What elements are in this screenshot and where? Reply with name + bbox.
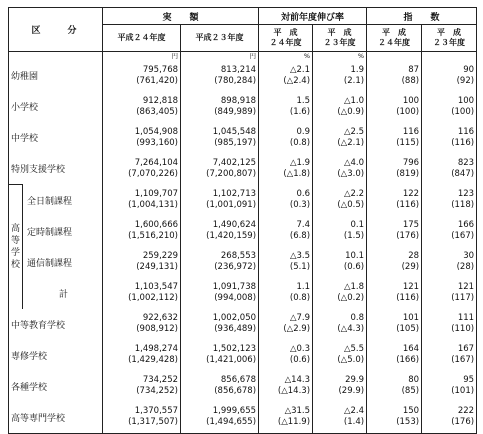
expenditure-table (8, 7, 477, 434)
cell-a23 (181, 185, 259, 216)
cell-a23 (181, 91, 259, 122)
value-a24: 1,498,274 (134, 344, 179, 354)
value-g24: △1.9 (289, 157, 311, 168)
value-i24p: (100) (396, 106, 420, 117)
header-growth-h24: 平 成 ２４年度 (259, 25, 313, 52)
row-label: 高等専門学校 (9, 402, 103, 434)
cell-a23 (181, 153, 259, 185)
value-g24: △31.5 (284, 406, 311, 416)
cell-a24 (103, 340, 181, 371)
group-label-high-school: 高 等 学 校 (9, 185, 23, 309)
value-i23: 222 (457, 406, 475, 416)
cell-g24 (259, 153, 313, 185)
cell-i24 (367, 216, 422, 247)
cell-a23 (181, 402, 259, 434)
cell-i23 (422, 122, 477, 153)
header-growth-h23: 平 成 ２３年度 (313, 25, 367, 52)
cell-g23 (313, 247, 367, 278)
value-a23: 1,102,713 (212, 189, 257, 199)
table-row (9, 309, 477, 340)
value-i23: 823 (457, 157, 475, 168)
value-g24p: (△1.8) (283, 168, 311, 179)
value-i23p: (847) (451, 168, 475, 179)
table-row (9, 402, 477, 434)
value-i23: 111 (457, 313, 475, 323)
value-a24: 259,229 (142, 251, 179, 261)
table-row (9, 371, 477, 402)
cell-g24 (259, 122, 313, 153)
value-i24p: (176) (396, 231, 420, 241)
value-i23p: (117) (451, 293, 475, 303)
cell-i24 (367, 371, 422, 402)
cell-a24 (103, 216, 181, 247)
cell-a23 (181, 247, 259, 278)
cell-i23 (422, 371, 477, 402)
cell-g24 (259, 60, 313, 91)
value-i24: 796 (402, 157, 420, 168)
value-g24: △2.1 (289, 64, 311, 75)
value-a24p: (1,317,507) (128, 417, 179, 427)
value-i24p: (85) (401, 386, 420, 396)
cell-i24 (367, 60, 422, 91)
value-a24: 922,632 (142, 313, 179, 323)
value-g23: 0.8 (350, 313, 365, 323)
cell-a24 (103, 371, 181, 402)
value-a23: 898,918 (220, 95, 257, 106)
value-g23: 0.1 (350, 220, 365, 230)
row-label: 各種学校 (9, 371, 103, 402)
value-a24p: (1,516,210) (128, 231, 179, 241)
value-a23: 813,214 (220, 64, 257, 75)
value-a23: 1,490,624 (212, 220, 257, 230)
cell-a23 (181, 340, 259, 371)
header-amount-h24: 平成２４年度 (103, 25, 181, 52)
value-g23p: (△0.9) (337, 106, 365, 117)
cell-i24 (367, 247, 422, 278)
row-label: 全日制課程 (23, 185, 103, 216)
value-g24: △7.9 (289, 313, 311, 323)
value-g23: △5.5 (343, 344, 365, 354)
value-a24p: (863,405) (136, 106, 179, 117)
cell-i24 (367, 91, 422, 122)
cell-a24 (103, 247, 181, 278)
value-i23p: (101) (451, 386, 475, 396)
cell-g24 (259, 371, 313, 402)
row-label: 定時制課程 (23, 216, 103, 247)
cell-i24 (367, 402, 422, 434)
cell-a24 (103, 153, 181, 185)
value-a24: 1,103,547 (134, 282, 179, 292)
value-a23: 268,553 (220, 251, 257, 261)
value-g23p: (△4.3) (337, 324, 365, 334)
value-a23: 1,091,738 (212, 282, 257, 292)
value-i24p: (819) (396, 168, 420, 179)
cell-a24 (103, 402, 181, 434)
value-i23: 167 (457, 344, 475, 354)
cell-i23 (422, 60, 477, 91)
cell-i23 (422, 247, 477, 278)
cell-g23 (313, 185, 367, 216)
value-i24: 150 (402, 406, 420, 416)
value-g24p: (1.6) (289, 106, 311, 117)
value-g24: 0.9 (296, 126, 311, 137)
value-i23: 121 (457, 282, 475, 292)
value-a23p: (780,284) (214, 75, 257, 86)
value-g23p: (1.5) (343, 231, 365, 241)
value-a23: 1,999,655 (212, 406, 257, 416)
value-g24: 7.4 (296, 220, 311, 230)
cell-a24 (103, 122, 181, 153)
value-i24: 164 (402, 344, 420, 354)
value-i23p: (92) (456, 75, 475, 86)
value-i24: 121 (402, 282, 420, 292)
value-g24p: (0.6) (289, 355, 311, 365)
value-g24: 1.1 (296, 282, 311, 292)
cell-g23 (313, 60, 367, 91)
value-g24p: (△2.4) (283, 75, 311, 86)
value-i24p: (116) (396, 200, 420, 210)
cell-g23 (313, 91, 367, 122)
value-i23: 30 (463, 251, 475, 261)
value-i24: 80 (408, 375, 420, 385)
value-a23p: (849,989) (214, 106, 257, 117)
table-row (9, 91, 477, 122)
value-g24: 1.5 (296, 95, 311, 106)
header-growth: 対前年度伸び率 (259, 8, 367, 25)
value-i23: 100 (457, 95, 475, 106)
unit-amount-h24: 円 (103, 52, 181, 61)
cell-i23 (422, 402, 477, 434)
cell-g23 (313, 122, 367, 153)
unit-growth-h24: % (259, 52, 313, 61)
row-label: 通信制課程 (23, 247, 103, 278)
value-a23p: (7,200,807) (206, 168, 257, 179)
cell-a24 (103, 91, 181, 122)
value-a24p: (993,160) (136, 137, 179, 148)
value-i24: 28 (408, 251, 420, 261)
value-g24p: (△14.3) (277, 386, 311, 396)
cell-i23 (422, 91, 477, 122)
value-i23p: (28) (456, 262, 475, 272)
value-i23p: (167) (451, 231, 475, 241)
cell-g23 (313, 340, 367, 371)
value-g23: △2.4 (343, 406, 365, 416)
value-a23: 856,678 (220, 375, 257, 385)
cell-g23 (313, 153, 367, 185)
value-a24p: (1,002,112) (128, 293, 179, 303)
header-amount-h23: 平成２３年度 (181, 25, 259, 52)
value-g23: 10.1 (345, 251, 365, 261)
value-a24p: (761,420) (136, 75, 179, 86)
value-i24p: (115) (396, 137, 420, 148)
value-g24p: (5.1) (289, 262, 311, 272)
value-a23: 1,502,123 (212, 344, 257, 354)
value-i24: 101 (402, 313, 420, 323)
value-a24: 1,370,557 (134, 406, 179, 416)
value-g24p: (0.8) (289, 137, 311, 148)
cell-g24 (259, 402, 313, 434)
value-g23p: (△5.0) (337, 355, 365, 365)
value-g24p: (0.3) (289, 200, 311, 210)
value-a24: 7,264,104 (134, 157, 179, 168)
value-a24p: (908,912) (136, 324, 179, 334)
value-i23: 90 (463, 64, 475, 75)
row-label: 専修学校 (9, 340, 103, 371)
cell-g24 (259, 247, 313, 278)
value-a23p: (936,489) (214, 324, 257, 334)
value-g24: △14.3 (284, 375, 311, 385)
table-row (9, 122, 477, 153)
header-index-h23: 平 成 ２３年度 (422, 25, 477, 52)
value-g24: △3.5 (289, 251, 311, 261)
value-a23p: (236,972) (214, 262, 257, 272)
value-i24: 100 (402, 95, 420, 106)
cell-a23 (181, 60, 259, 91)
cell-g24 (259, 185, 313, 216)
value-i23p: (118) (451, 200, 475, 210)
value-g23: △2.2 (343, 189, 365, 199)
table-row (9, 247, 477, 278)
table-body (9, 52, 477, 434)
value-i24p: (88) (401, 75, 420, 86)
cell-i24 (367, 309, 422, 340)
value-i24: 122 (402, 189, 420, 199)
value-g23p: (△0.2) (337, 293, 365, 303)
cell-a23 (181, 216, 259, 247)
value-a24p: (734,252) (136, 386, 179, 396)
value-i23p: (100) (451, 106, 475, 117)
cell-a23 (181, 122, 259, 153)
value-a23: 7,402,125 (212, 157, 257, 168)
value-i23: 166 (457, 220, 475, 230)
value-g23p: (2.1) (343, 75, 365, 86)
row-label: 中学校 (9, 122, 103, 153)
value-i24p: (116) (396, 293, 420, 303)
value-g23p: (△3.0) (337, 168, 365, 179)
cell-a23 (181, 371, 259, 402)
table-row (9, 153, 477, 185)
cell-a24 (103, 185, 181, 216)
value-i23: 123 (457, 189, 475, 199)
cell-i23 (422, 340, 477, 371)
value-g23: △2.5 (343, 126, 365, 137)
cell-i24 (367, 122, 422, 153)
value-g24p: (△2.9) (283, 324, 311, 334)
value-g24: △0.3 (289, 344, 311, 354)
cell-i23 (422, 278, 477, 309)
value-g23: 29.9 (345, 375, 365, 385)
cell-a24 (103, 60, 181, 91)
cell-a23 (181, 309, 259, 340)
value-a24: 734,252 (142, 375, 179, 385)
value-i24: 175 (402, 220, 420, 230)
value-g24: 0.6 (296, 189, 311, 199)
value-g23: △1.8 (343, 282, 365, 292)
row-label: 幼稚園 (9, 60, 103, 91)
cell-i24 (367, 340, 422, 371)
value-a23: 1,002,050 (212, 313, 257, 323)
value-g24p: (6.8) (289, 231, 311, 241)
value-a24: 795,768 (142, 64, 179, 75)
value-a24: 1,054,908 (134, 126, 179, 137)
table-row (9, 60, 477, 91)
value-g24p: (△11.9) (277, 417, 311, 427)
row-label: 小学校 (9, 91, 103, 122)
cell-a23 (181, 278, 259, 309)
cell-g24 (259, 91, 313, 122)
cell-a24 (103, 278, 181, 309)
row-label: 計 (23, 278, 103, 309)
value-a24p: (7,070,226) (128, 168, 179, 179)
value-a23p: (1,494,655) (206, 417, 257, 427)
units-row (9, 52, 477, 61)
value-a23p: (994,008) (214, 293, 257, 303)
value-i24p: (153) (396, 417, 420, 427)
value-g23p: (△2.1) (337, 137, 365, 148)
cell-i24 (367, 153, 422, 185)
value-i23: 95 (463, 375, 475, 385)
table-row (9, 216, 477, 247)
cell-g24 (259, 309, 313, 340)
value-a23p: (1,420,159) (206, 231, 257, 241)
cell-i24 (367, 278, 422, 309)
header-index: 指 数 (367, 8, 477, 25)
cell-a24 (103, 309, 181, 340)
value-a24p: (249,131) (136, 262, 179, 272)
value-g23p: (△0.5) (337, 200, 365, 210)
value-i24: 87 (408, 64, 420, 75)
cell-g23 (313, 216, 367, 247)
value-g23p: (29.9) (338, 386, 365, 396)
cell-i23 (422, 309, 477, 340)
cell-g24 (259, 340, 313, 371)
value-g23: △4.0 (343, 157, 365, 168)
value-a24: 1,600,666 (134, 220, 179, 230)
value-i23p: (167) (451, 355, 475, 365)
header-index-h24: 平 成 ２４年度 (367, 25, 422, 52)
value-i23p: (116) (451, 137, 475, 148)
value-i24p: (29) (401, 262, 420, 272)
value-a23p: (1,421,006) (206, 355, 257, 365)
value-i24p: (105) (396, 324, 420, 334)
value-g24p: (0.8) (289, 293, 311, 303)
header-category: 区 分 (9, 8, 103, 52)
value-a24: 912,818 (142, 95, 179, 106)
table-row (9, 185, 477, 216)
unit-amount-h23: 円 (181, 52, 259, 61)
value-a23p: (856,678) (214, 386, 257, 396)
cell-g24 (259, 278, 313, 309)
value-g23: △1.0 (343, 95, 365, 106)
header-amount: 実 額 (103, 8, 259, 25)
value-i23p: (176) (451, 417, 475, 427)
cell-i23 (422, 153, 477, 185)
cell-i24 (367, 185, 422, 216)
unit-growth-h23: % (313, 52, 367, 61)
value-a24: 1,109,707 (134, 189, 179, 199)
value-g23p: (0.6) (343, 262, 365, 272)
table-row (9, 340, 477, 371)
value-a24p: (1,429,428) (128, 355, 179, 365)
row-label: 中等教育学校 (9, 309, 103, 340)
cell-g23 (313, 402, 367, 434)
value-g23: 1.9 (350, 64, 365, 75)
value-i23: 116 (457, 126, 475, 137)
value-a23p: (1,001,091) (206, 200, 257, 210)
value-i24p: (166) (396, 355, 420, 365)
value-a24p: (1,004,131) (128, 200, 179, 210)
value-i23p: (110) (451, 324, 475, 334)
cell-g23 (313, 309, 367, 340)
value-i24: 116 (402, 126, 420, 137)
value-g23p: (1.4) (343, 417, 365, 427)
value-a23p: (985,197) (214, 137, 257, 148)
cell-g24 (259, 216, 313, 247)
row-label: 特別支援学校 (9, 153, 103, 185)
cell-g23 (313, 371, 367, 402)
value-a23: 1,045,548 (212, 126, 257, 137)
cell-i23 (422, 185, 477, 216)
cell-g23 (313, 278, 367, 309)
table-row (9, 278, 477, 309)
cell-i23 (422, 216, 477, 247)
